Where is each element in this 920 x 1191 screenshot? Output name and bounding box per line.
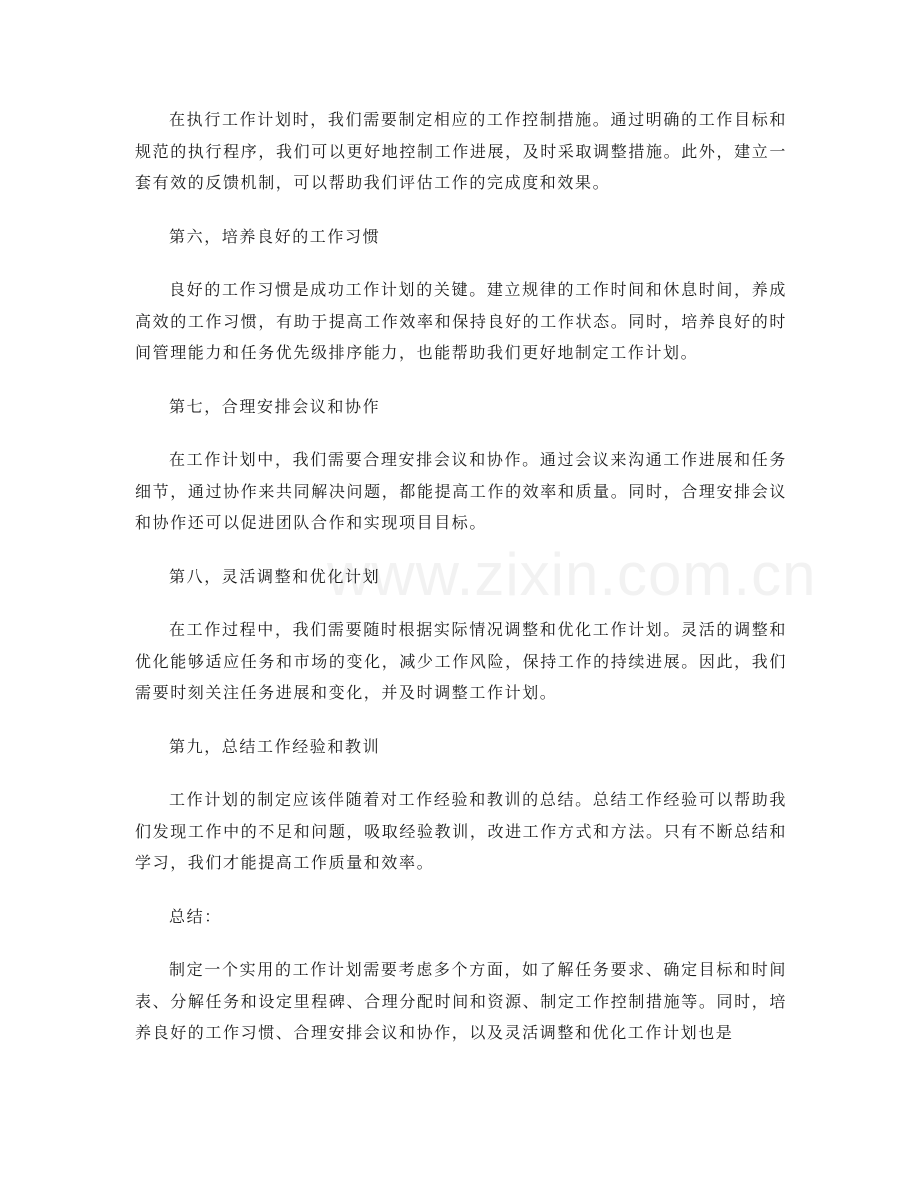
paragraph-summary: 制定一个实用的工作计划需要考虑多个方面，如了解任务要求、确定目标和时间表、分解任务和设定里程碑、合理分配时间和资源、制定工作控制措施等。同时，培养良好的工作习惯、合理安排会议和协作，以及灵活调整和优化工作计划也是 (135, 960, 787, 1042)
paragraph-control-measures: 在执行工作计划时，我们需要制定相应的工作控制措施。通过明确的工作目标和规范的执行程序，我们可以更好地控制工作进展，及时采取调整措施。此外，建立一套有效的反馈机制，可以帮助我们评估工作的完成度和效果。 (135, 110, 787, 192)
paragraph-lessons: 工作计划的制定应该伴随着对工作经验和教训的总结。总结工作经验可以帮助我们发现工作中的不足和问题，吸取经验教训，改进工作方式和方法。只有不断总结和学习，我们才能提高工作质量和效率。 (135, 790, 787, 872)
section-heading-work-habits: 第六，培养良好的工作习惯 (169, 226, 381, 246)
watermark: www.zixin.com.cn (327, 541, 817, 608)
paragraph-meetings: 在工作计划中，我们需要合理安排会议和协作。通过会议来沟通工作进展和任务细节，通过协作来共同解决问题，都能提高工作的效率和质量。同时，合理安排会议和协作还可以促进团队合作和实现项目目标。 (135, 450, 787, 532)
section-heading-summary: 总结： (169, 906, 222, 926)
document-body (135, 104, 787, 1071)
paragraph-adjust-plan: 在工作过程中，我们需要随时根据实际情况调整和优化工作计划。灵活的调整和优化能够适应任务和市场的变化，减少工作风险，保持工作的持续进展。因此，我们需要时刻关注任务进展和变化，并及时调整工作计划。 (135, 620, 787, 702)
section-heading-adjust-plan: 第八，灵活调整和优化计划 (169, 566, 381, 586)
section-heading-meetings: 第七，合理安排会议和协作 (169, 396, 381, 416)
section-heading-lessons: 第九，总结工作经验和教训 (169, 736, 381, 756)
paragraph-work-habits: 良好的工作习惯是成功工作计划的关键。建立规律的工作时间和休息时间，养成高效的工作习惯，有助于提高工作效率和保持良好的工作状态。同时，培养良好的时间管理能力和任务优先级排序能力，也能帮助我们更好地制定工作计划。 (135, 280, 787, 362)
